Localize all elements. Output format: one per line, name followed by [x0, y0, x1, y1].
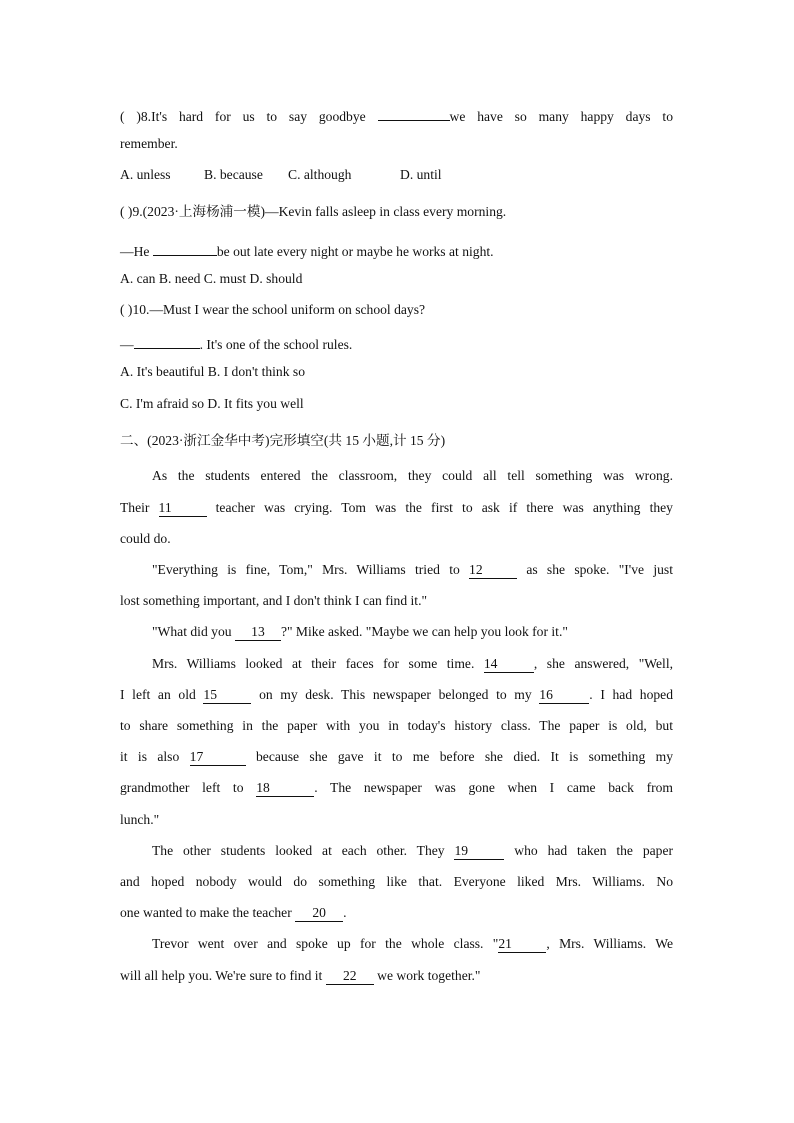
- question-8-text-start: ( )8.It's hard for us to say goodbye: [120, 109, 378, 124]
- question-10-options-ab[interactable]: A. It's beautiful B. I don't think so: [120, 364, 306, 379]
- passage-p3-line1: [152, 623, 673, 641]
- blank-13[interactable]: 13: [235, 624, 281, 641]
- passage-text: it is also: [120, 749, 190, 764]
- blank-12[interactable]: 12: [469, 562, 517, 579]
- question-8-blank[interactable]: [378, 104, 450, 121]
- passage-p2-line1: [152, 561, 673, 579]
- passage-p5-line2: and hoped nobody would do something like that. Everyone liked Mrs. Williams. No: [120, 874, 673, 889]
- passage-text: I left an old: [120, 687, 204, 702]
- question-8-stem-cont: remember.: [120, 136, 178, 151]
- blank-20[interactable]: 20: [295, 905, 343, 922]
- question-10-stem: ( )10.—Must I wear the school uniform on school days?: [120, 302, 426, 317]
- passage-text: who had taken the paper: [504, 843, 674, 858]
- passage-p4-line2: [120, 686, 673, 704]
- question-9-text-end: be out late every night or maybe he works at night.: [216, 244, 494, 259]
- passage-text: Mrs. Williams looked at their faces for some time.: [152, 656, 484, 671]
- question-10-blank[interactable]: [134, 332, 200, 349]
- passage-text: we work together.": [373, 968, 481, 983]
- blank-14[interactable]: 14: [484, 656, 534, 673]
- blank-18[interactable]: 18: [256, 780, 314, 797]
- passage-text: Their: [120, 500, 159, 515]
- passage-text: .: [343, 905, 347, 920]
- q8-option-a[interactable]: A. unless: [120, 167, 171, 182]
- q8-option-c[interactable]: C. although: [288, 167, 352, 182]
- passage-p4-line3: to share something in the paper with you in today's history class. The paper is old, but: [120, 718, 673, 733]
- passage-text: on my desk. This newspaper belonged to my: [251, 687, 540, 702]
- passage-text: grandmother left to: [120, 780, 257, 795]
- passage-text: "What did you: [152, 624, 235, 639]
- passage-p1-line3: could do.: [120, 531, 171, 546]
- question-10-text-end: . It's one of the school rules.: [199, 337, 353, 352]
- passage-text: The other students looked at each other. They: [152, 843, 455, 858]
- question-8-options: [120, 166, 673, 184]
- passage-p5-line3: [120, 904, 673, 922]
- question-8-text-end: we have so many happy days to: [449, 109, 673, 124]
- passage-p4-line5: [120, 779, 673, 797]
- question-10-line2: [120, 332, 673, 350]
- section-2-heading: 二、(2023·浙江金华中考)完形填空(共 15 小题,计 15 分): [120, 433, 446, 448]
- blank-21[interactable]: 21: [498, 936, 546, 953]
- passage-p4-line1: [152, 655, 673, 673]
- question-9-blank[interactable]: [153, 239, 217, 256]
- blank-19[interactable]: 19: [454, 843, 504, 860]
- question-9-stem: ( )9.(2023·上海杨浦一模)—Kevin falls asleep in class every morning.: [120, 204, 507, 219]
- question-9-text-start: —He: [120, 244, 153, 259]
- passage-p5-line1: [152, 842, 673, 860]
- passage-text: . The newspaper was gone when I came back from: [314, 780, 674, 795]
- passage-text: as she spoke. "I've just: [517, 562, 673, 577]
- passage-text: "Everything is fine, Tom," Mrs. Williams tried to: [152, 562, 470, 577]
- passage-p2-line2: lost something important, and I don't think I can find it.": [120, 593, 428, 608]
- question-9-line2: [120, 239, 673, 257]
- passage-text: will all help you. We're sure to find it: [120, 968, 326, 983]
- passage-text: teacher was crying. Tom was the first to ask if there was anything they: [206, 500, 673, 515]
- q8-option-d[interactable]: D. until: [400, 167, 442, 182]
- passage-text: . I had hoped: [589, 687, 673, 702]
- question-8-stem: [120, 104, 673, 122]
- passage-p4-line4: [120, 748, 673, 766]
- blank-17[interactable]: 17: [190, 749, 246, 766]
- passage-p1-line1: As the students entered the classroom, they could all tell something was wrong.: [152, 468, 673, 483]
- passage-p6-line2: [120, 967, 673, 985]
- passage-p4-line6: lunch.": [120, 812, 160, 827]
- question-9-options[interactable]: A. can B. need C. must D. should: [120, 271, 303, 286]
- passage-text: because she gave it to me before she died. It is something my: [245, 749, 674, 764]
- passage-text: ?" Mike asked. "Maybe we can help you look for it.": [280, 624, 568, 639]
- question-10-options-cd[interactable]: C. I'm afraid so D. It fits you well: [120, 396, 304, 411]
- passage-text: , Mrs. Williams. We: [546, 936, 673, 951]
- blank-15[interactable]: 15: [203, 687, 251, 704]
- blank-11[interactable]: 11: [159, 500, 207, 517]
- passage-p6-line1: [152, 935, 673, 953]
- q8-option-b[interactable]: B. because: [204, 167, 263, 182]
- passage-p1-line2: [120, 499, 673, 517]
- blank-22[interactable]: 22: [326, 968, 374, 985]
- passage-text: Trevor went over and spoke up for the whole class. ": [152, 936, 499, 951]
- question-10-dash: —: [120, 337, 134, 352]
- blank-16[interactable]: 16: [539, 687, 589, 704]
- passage-text: , she answered, "Well,: [533, 656, 673, 671]
- passage-text: one wanted to make the teacher: [120, 905, 296, 920]
